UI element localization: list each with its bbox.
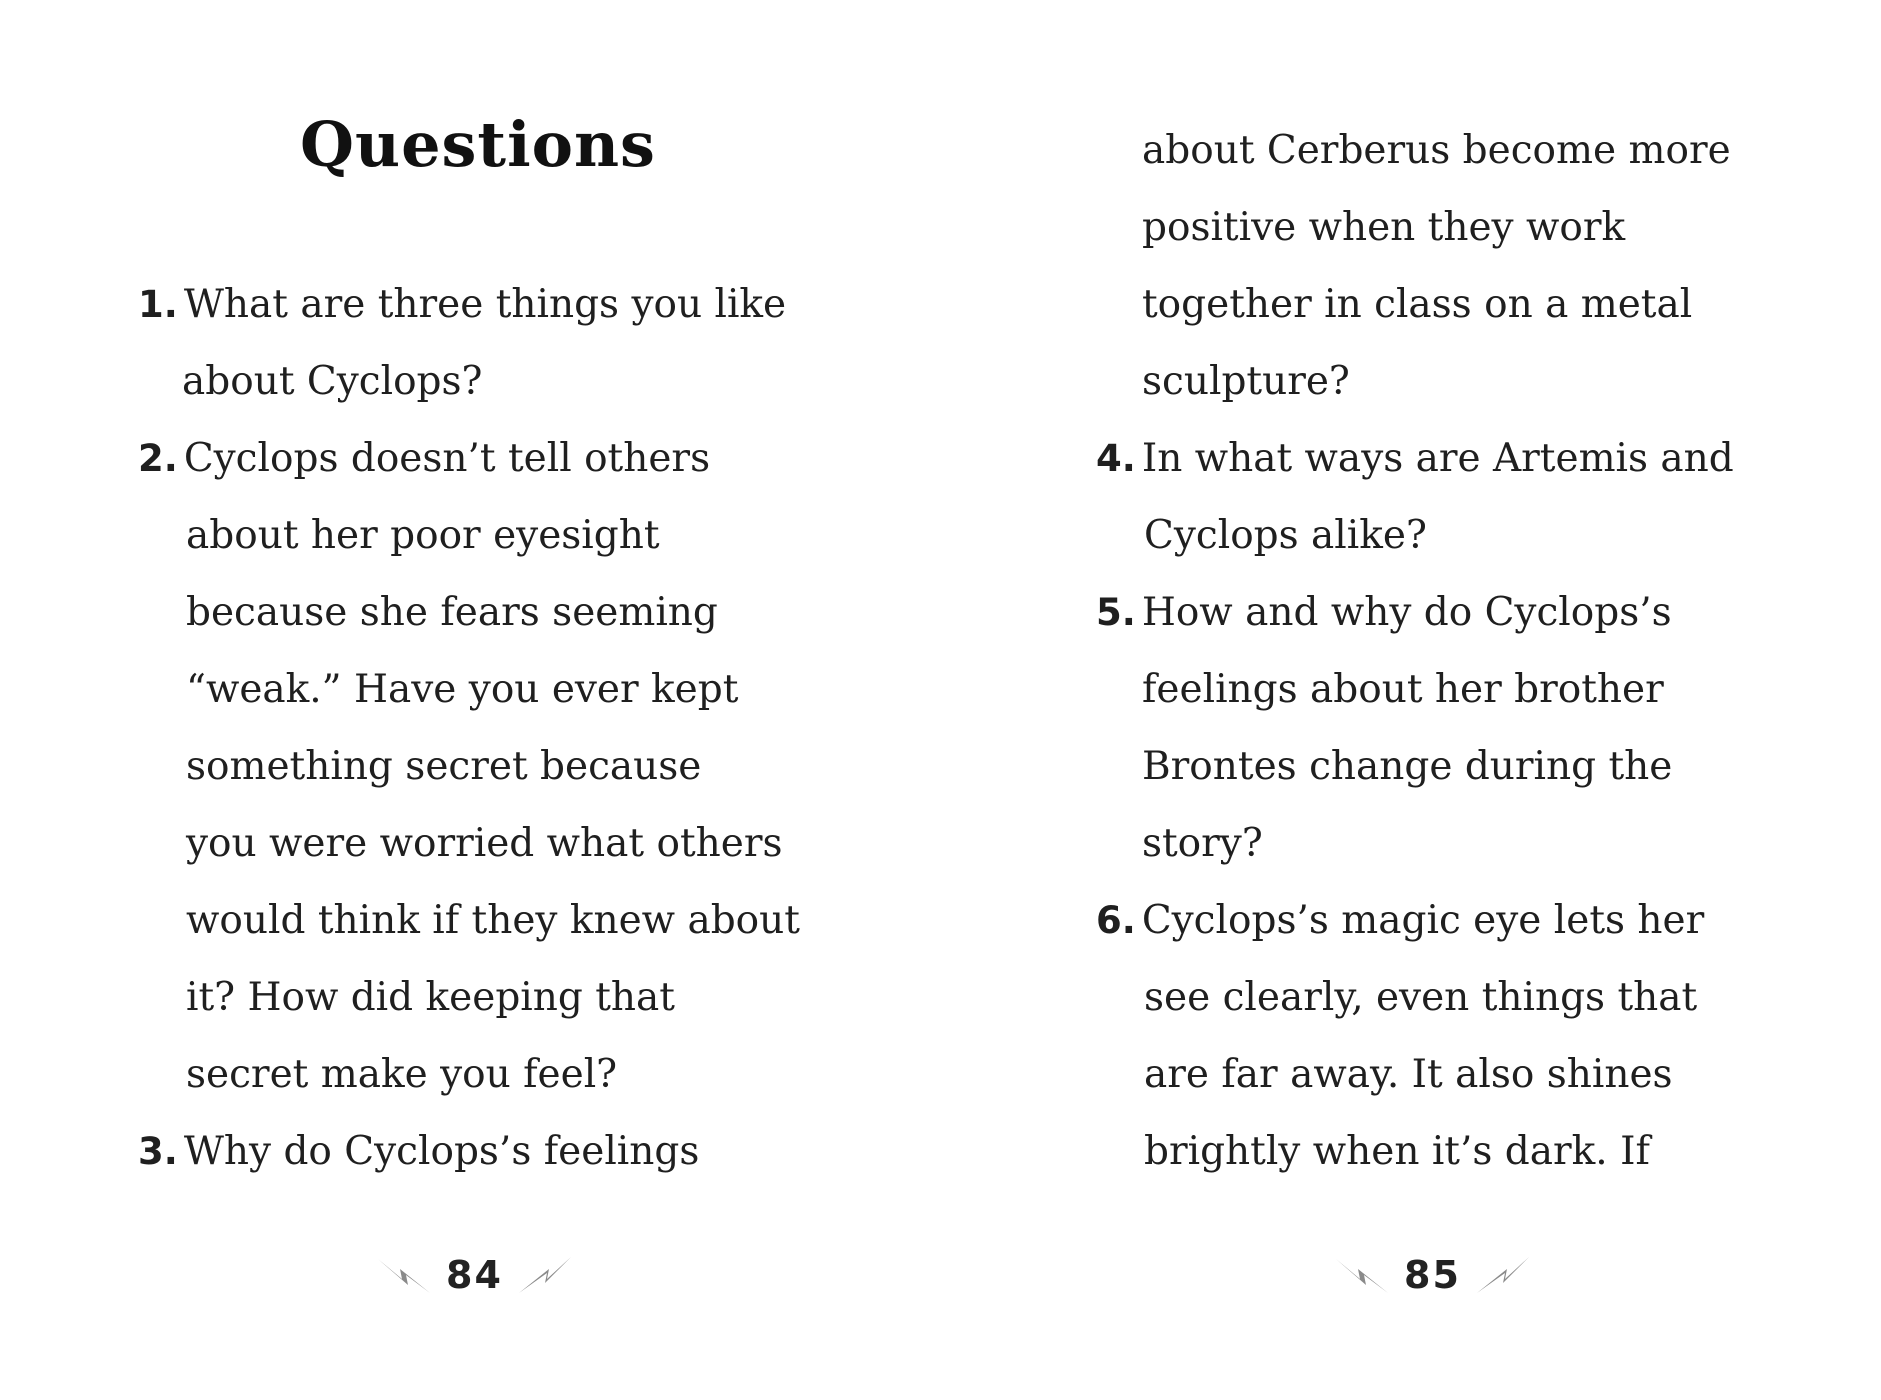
question-line xyxy=(186,497,660,574)
question-text: would think if they knew about xyxy=(186,898,800,943)
question-number: 1. xyxy=(138,283,178,326)
question-text: In what ways are Artemis and xyxy=(1141,436,1734,481)
question-line xyxy=(186,959,675,1036)
question-number: 2. xyxy=(138,437,178,480)
page-footer xyxy=(376,1245,573,1305)
question-text: “weak.” Have you ever kept xyxy=(186,667,739,712)
question-line xyxy=(1096,574,1672,651)
question-line xyxy=(1096,882,1704,959)
question-line xyxy=(1144,1036,1673,1113)
question-line xyxy=(1096,420,1734,497)
question-text: brightly when it’s dark. If xyxy=(1144,1129,1650,1174)
question-line xyxy=(138,420,710,497)
question-text: story? xyxy=(1142,821,1263,866)
question-line xyxy=(186,651,738,728)
question-text: are far away. It also shines xyxy=(1144,1052,1673,1097)
question-text: Cyclops alike? xyxy=(1144,513,1427,558)
question-number: 4. xyxy=(1096,437,1136,480)
page-footer xyxy=(1334,1245,1531,1305)
question-text: positive when they work xyxy=(1142,205,1626,250)
question-text: sculpture? xyxy=(1142,359,1350,404)
question-text: it? How did keeping that xyxy=(186,975,675,1020)
question-number: 6. xyxy=(1096,899,1136,942)
question-line xyxy=(1142,189,1625,266)
question-number: 3. xyxy=(138,1130,178,1173)
right-page xyxy=(940,0,1881,1400)
page-number: 85 xyxy=(1404,1253,1461,1297)
question-text: feelings about her brother xyxy=(1142,667,1664,712)
question-line xyxy=(182,343,482,420)
question-line xyxy=(186,805,783,882)
question-line xyxy=(1142,805,1263,882)
question-line xyxy=(1144,959,1697,1036)
question-line xyxy=(138,266,786,343)
question-text: Cyclops doesn’t tell others xyxy=(183,436,711,481)
question-line xyxy=(1144,1113,1650,1190)
question-text: about her poor eyesight xyxy=(186,513,660,558)
lightning-bolt-icon xyxy=(1334,1253,1390,1297)
question-text: secret make you feel? xyxy=(186,1052,618,1097)
question-text: because she fears seeming xyxy=(186,590,718,635)
lightning-bolt-icon xyxy=(376,1253,432,1297)
question-text: see clearly, even things that xyxy=(1144,975,1698,1020)
question-number: 5. xyxy=(1096,591,1136,634)
lightning-bolt-icon xyxy=(1475,1253,1531,1297)
question-text: about Cyclops? xyxy=(182,359,483,404)
question-text: Cyclops’s magic eye lets her xyxy=(1141,898,1705,943)
question-text: Brontes change during the xyxy=(1142,744,1673,789)
page-heading: Questions xyxy=(300,108,656,181)
question-line xyxy=(1142,266,1692,343)
question-line xyxy=(186,1036,617,1113)
question-line xyxy=(1142,112,1731,189)
question-text: something secret because xyxy=(186,744,702,789)
question-line xyxy=(1142,651,1664,728)
question-text: What are three things you like xyxy=(183,282,787,327)
question-text: together in class on a metal xyxy=(1142,282,1693,327)
question-text: about Cerberus become more xyxy=(1142,128,1731,173)
question-text: How and why do Cyclops’s xyxy=(1141,590,1672,635)
question-line xyxy=(1142,343,1350,420)
question-line xyxy=(1142,728,1672,805)
question-text: Why do Cyclops’s feelings xyxy=(183,1129,700,1174)
question-line xyxy=(186,728,701,805)
question-line xyxy=(186,882,800,959)
left-page xyxy=(0,0,940,1400)
question-line xyxy=(138,1113,699,1190)
question-line xyxy=(186,574,718,651)
question-line xyxy=(1144,497,1427,574)
lightning-bolt-icon xyxy=(517,1253,573,1297)
question-text: you were worried what others xyxy=(186,821,783,866)
page-number: 84 xyxy=(446,1253,503,1297)
